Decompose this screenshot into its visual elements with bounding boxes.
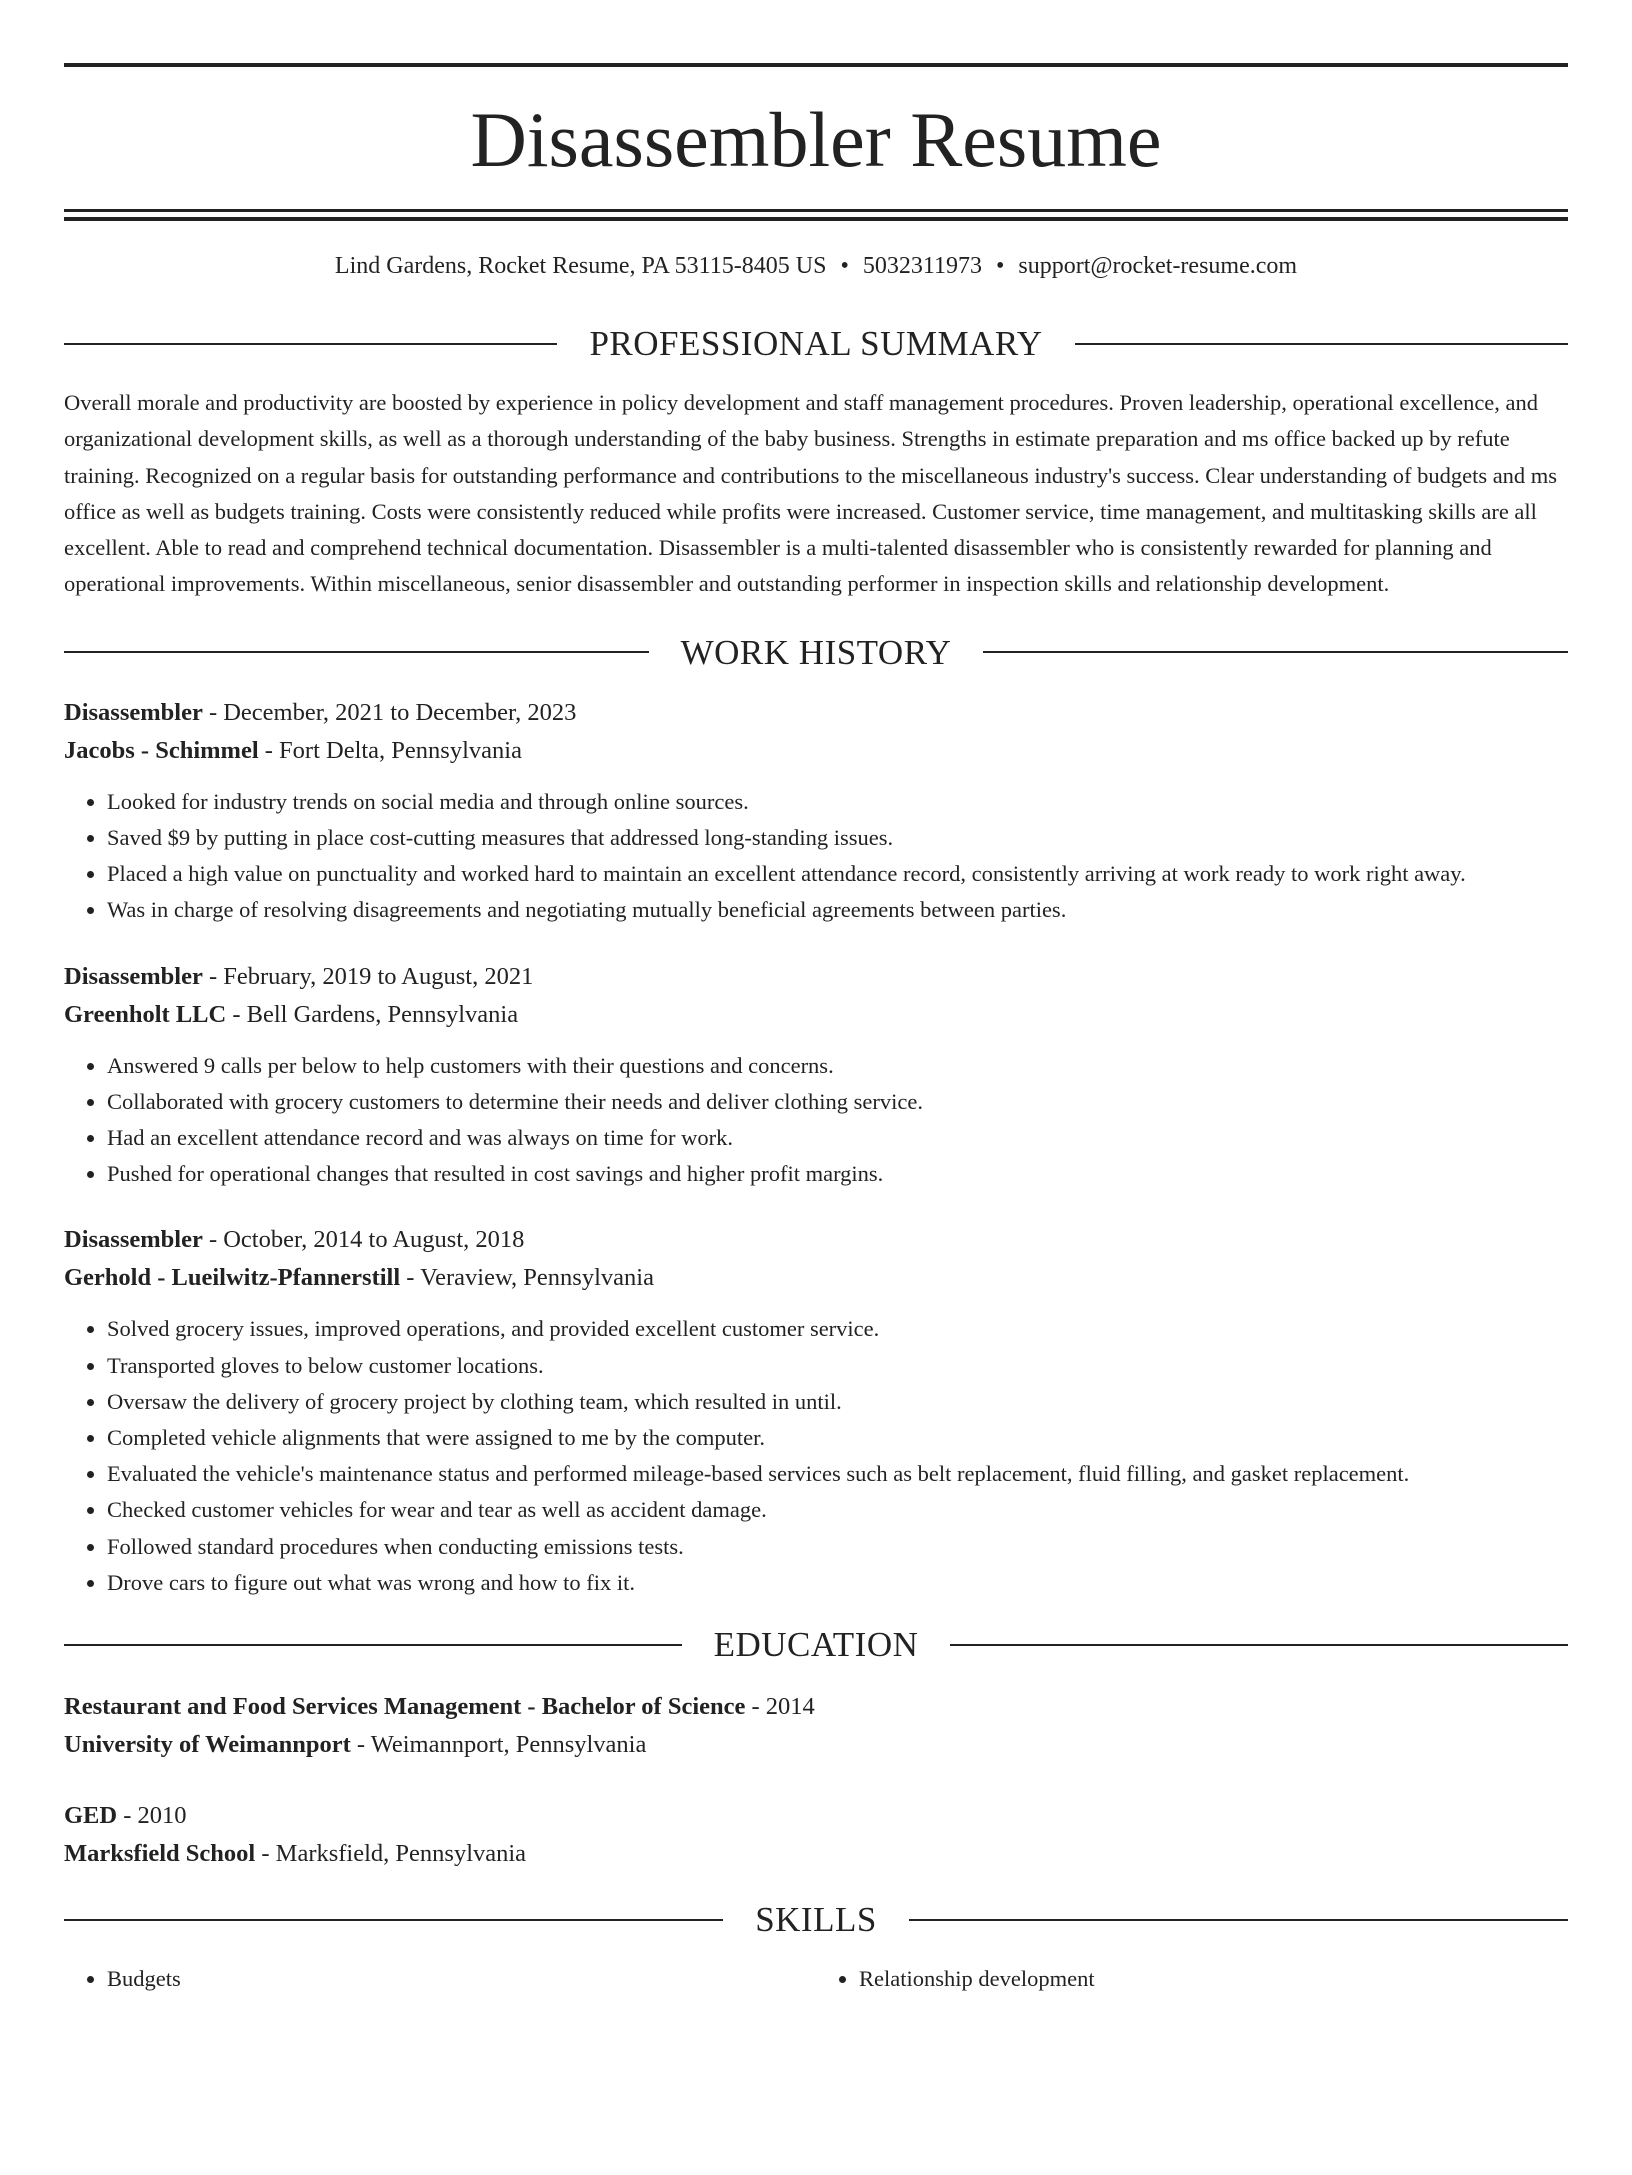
section-rule [983,651,1568,653]
skill-item: • Budgets [107,1961,816,1997]
job-company-line [64,732,1568,770]
job-entry [64,1221,1568,1601]
education-degree: Restaurant and Food Services Management - Bachelor of Science [64,1693,746,1721]
contact-address: Lind Gardens, Rocket Resume, PA 53115-8405 US [334,253,827,279]
job-bullet: • Was in charge of resolving disagreements and negotiating mutually beneficial agreements between parties. [107,892,1568,928]
skill-item: • Relationship development [859,1961,1568,1997]
education-degree-line [64,1797,1568,1835]
section-header-work [64,632,1568,672]
job-bullet: • Oversaw the delivery of grocery project by clothing team, which resulted in until. [107,1384,1568,1420]
job-bullet: • Followed standard procedures when conducting emissions tests. [107,1529,1568,1565]
education-school: University of Weimannport [64,1731,351,1759]
job-bullet: • Completed vehicle alignments that were assigned to me by the computer. [107,1420,1568,1456]
skills-grid [64,1961,1568,1997]
education-school-line [64,1835,1568,1873]
job-bullets [64,1048,1568,1193]
job-title-line [64,694,1568,732]
contact-email: support@rocket-resume.com [1018,253,1298,279]
job-dates: - December, 2021 to December, 2023 [202,698,577,726]
education-entry [64,1688,1568,1764]
section-title: EDUCATION [713,1625,919,1665]
job-title: Disassembler [64,698,203,726]
job-location: - Bell Gardens, Pennsylvania [226,1000,519,1028]
education-location: - Weimannport, Pennsylvania [350,1731,647,1759]
job-bullet: • Pushed for operational changes that resulted in cost savings and higher profit margins. [107,1156,1568,1192]
section-header-summary [64,326,1568,361]
job-bullet: • Looked for industry trends on social media and through online sources. [107,784,1568,820]
job-bullet: • Drove cars to figure out what was wrong and how to fix it. [107,1565,1568,1601]
education-year: - 2014 [745,1693,815,1721]
job-bullet: • Collaborated with grocery customers to determine their needs and deliver clothing service. [107,1084,1568,1120]
section-title: WORK HISTORY [680,632,952,672]
job-bullet: • Transported gloves to below customer locations. [107,1348,1568,1384]
top-rule [64,63,1568,67]
section-header-skills [64,1900,1568,1940]
section-rule [64,651,649,653]
job-title: Disassembler [64,962,203,990]
section-rule [950,1644,1568,1646]
education-entry [64,1797,1568,1873]
resume-title: Disassembler Resume [470,96,1162,183]
job-company: Greenholt LLC [64,1000,227,1028]
section-rule [64,343,557,345]
skills-column-left [64,1961,816,1997]
section-title: SKILLS [755,1900,877,1940]
job-entry [64,694,1568,929]
job-company: Gerhold - Lueilwitz-Pfannerstill [64,1264,401,1292]
job-title: Disassembler [64,1226,203,1254]
skills-column-right [816,1961,1568,1997]
job-company-line [64,1259,1568,1297]
job-location: - Fort Delta, Pennsylvania [258,736,522,764]
contact-separator: • [840,253,849,279]
contact-line [64,254,1568,278]
job-bullet: • Checked customer vehicles for wear and tear as well as accident damage. [107,1492,1568,1528]
job-bullets [64,784,1568,929]
resume-page [0,63,1632,2175]
section-header-education [64,1625,1568,1665]
section-rule [64,1644,682,1646]
education-year: - 2010 [117,1802,187,1830]
education-school-line [64,1726,1568,1764]
job-bullet: • Solved grocery issues, improved operations, and provided excellent customer service. [107,1311,1568,1347]
section-rule [1075,343,1568,345]
job-entry [64,958,1568,1193]
job-dates: - February, 2019 to August, 2021 [202,962,534,990]
job-title-line [64,1221,1568,1259]
summary-text: Overall morale and productivity are boosted by experience in policy development and staff management procedures. Proven leadership, operational excellence, and organizational development skills, as well as a thorough understanding of the baby business. Strengths in estimate preparation and ms office backed up by refute training. Recognized on a regular basis for outstanding performance and contributions to the miscellaneous industry's success. Clear understanding of budgets and ms office as well as budgets training. Costs were consistently reduced while profits were increased. Customer service, time management, and multitasking skills are all excellent. Able to read and comprehend technical documentation. Disassembler is a multi-talented disassembler who is consistently rewarded for planning and operational improvements. Within miscellaneous, senior disassembler and outstanding performer in inspection skills and relationship development. [64,390,1558,597]
job-bullet: • Placed a high value on punctuality and worked hard to maintain an excellent attendance record, consistently arriving at work ready to work right away. [107,856,1568,892]
education-degree-line [64,1688,1568,1726]
job-company-line [64,996,1568,1034]
section-rule [64,1919,723,1921]
education-school: Marksfield School [64,1840,256,1868]
job-bullet: • Evaluated the vehicle's maintenance status and performed mileage-based services such as belt replacement, fluid filling, and gasket replacement. [107,1456,1568,1492]
job-bullet: • Had an excellent attendance record and was always on time for work. [107,1120,1568,1156]
job-title-line [64,958,1568,996]
job-bullets [64,1311,1568,1601]
job-location: - Veraview, Pennsylvania [400,1264,654,1292]
section-title: PROFESSIONAL SUMMARY [589,324,1043,363]
contact-separator: • [995,253,1005,279]
contact-phone: 5032311973 [862,253,982,279]
job-bullet: • Saved $9 by putting in place cost-cutting measures that addressed long-standing issues. [107,820,1568,856]
title-double-rule [64,209,1568,221]
job-company: Jacobs - Schimmel [64,736,259,764]
job-bullet: • Answered 9 calls per below to help customers with their questions and concerns. [107,1048,1568,1084]
section-rule [909,1919,1568,1921]
education-degree: GED [64,1802,118,1830]
education-location: - Marksfield, Pennsylvania [255,1840,527,1868]
job-dates: - October, 2014 to August, 2018 [202,1226,525,1254]
